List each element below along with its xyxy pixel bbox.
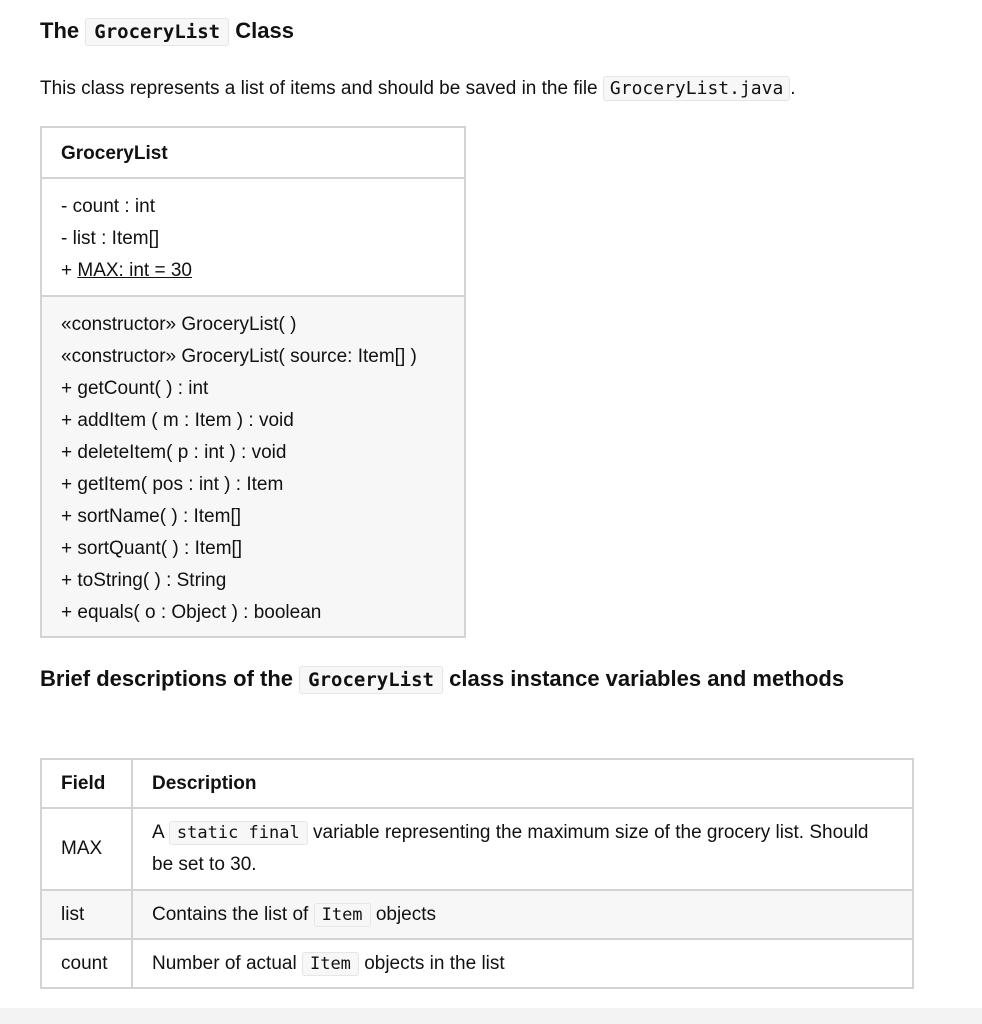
section-heading-suffix: class instance variables and methods <box>449 666 845 691</box>
uml-static-prefix: + <box>61 260 78 281</box>
desc-text: objects in the list <box>364 952 505 974</box>
uml-static-field <box>61 255 464 287</box>
desc-code: static final <box>169 821 308 845</box>
uml-method: + getCount( ) : int <box>61 378 209 399</box>
uml-method: «constructor» GroceryList( ) <box>61 314 297 335</box>
uml-method: + addItem ( m : Item ) : void <box>61 410 294 431</box>
uml-fields <box>42 179 464 297</box>
uml-class-diagram <box>40 126 466 638</box>
uml-static-text: MAX: int = 30 <box>77 260 192 281</box>
title-prefix: The <box>40 18 80 43</box>
table-header-field: Field <box>41 759 132 808</box>
table-header-row <box>41 759 913 808</box>
table-cell-field: MAX <box>41 808 132 890</box>
bottom-strip <box>0 1008 982 1024</box>
table-cell-description <box>132 939 913 988</box>
uml-method: + deleteItem( p : int ) : void <box>61 442 287 463</box>
uml-method: + sortQuant( ) : Item[] <box>61 538 243 559</box>
uml-method: + equals( o : Object ) : boolean <box>61 602 322 623</box>
title-suffix: Class <box>235 18 294 43</box>
uml-class-name: GroceryList <box>42 128 464 179</box>
title-class-name: GroceryList <box>85 18 229 46</box>
table-cell-description <box>132 890 913 939</box>
uml-methods <box>42 297 464 636</box>
table-row <box>41 890 913 939</box>
desc-text: Contains the list of <box>152 903 309 925</box>
uml-method: + getItem( pos : int ) : Item <box>61 474 284 495</box>
intro-paragraph <box>40 76 796 102</box>
uml-field: - list : Item[] <box>61 228 160 249</box>
desc-code: Item <box>302 952 359 976</box>
uml-method: + sortName( ) : Item[] <box>61 506 242 527</box>
table-cell-field: count <box>41 939 132 988</box>
section-heading-class-name: GroceryList <box>299 666 443 694</box>
desc-code: Item <box>314 903 371 927</box>
desc-text: Number of actual <box>152 952 297 974</box>
section-heading-prefix: Brief descriptions of the <box>40 666 294 691</box>
uml-method: + toString( ) : String <box>61 570 227 591</box>
section-heading <box>40 661 920 698</box>
uml-field: - count : int <box>61 196 155 217</box>
table-cell-field: list <box>41 890 132 939</box>
table-row <box>41 808 913 890</box>
intro-text: This class represents a list of items and should be saved in the file <box>40 78 598 99</box>
description-table <box>40 758 914 989</box>
uml-method: «constructor» GroceryList( source: Item[] ) <box>61 346 417 367</box>
desc-text: variable representing the maximum size of the grocery list. Should be set to 30. <box>152 822 869 875</box>
table-row <box>41 939 913 988</box>
table-cell-description <box>132 808 913 890</box>
desc-text: objects <box>375 903 437 925</box>
table-header-description: Description <box>132 759 913 808</box>
page-title <box>40 13 294 50</box>
intro-filename: GroceryList.java <box>603 76 790 101</box>
desc-text: A <box>152 822 164 843</box>
intro-end: . <box>790 78 796 99</box>
